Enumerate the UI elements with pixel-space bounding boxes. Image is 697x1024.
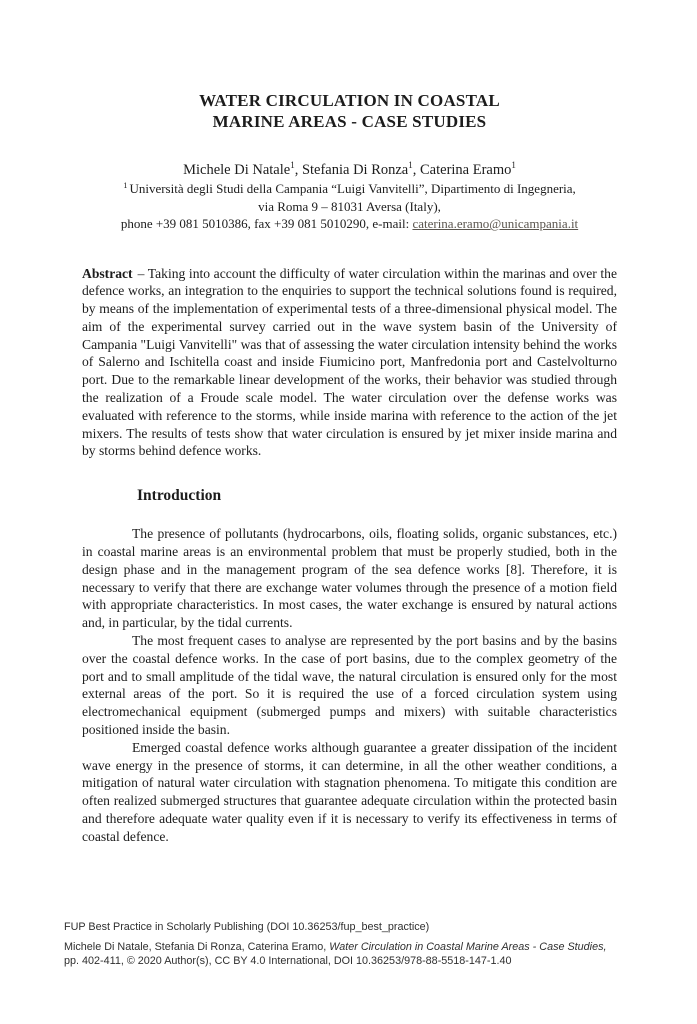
footer-citation-authors: Michele Di Natale, Stefania Di Ronza, Caterina Eramo, xyxy=(64,941,330,953)
author-name: Caterina Eramo xyxy=(420,162,512,178)
author-name: Stefania Di Ronza xyxy=(301,162,409,178)
authors-line xyxy=(82,161,617,180)
title-line-2: MARINE AREAS - CASE STUDIES xyxy=(212,112,487,131)
footer-citation-title: Water Circulation in Coastal Marine Areas - Case Studies, xyxy=(329,941,607,953)
affiliation-line-2: via Roma 9 – 81031 Aversa (Italy), xyxy=(258,198,441,214)
author-superscript: 1 xyxy=(290,160,295,171)
contact-prefix: phone +39 081 5010386, fax +39 081 5010290, e-mail: xyxy=(120,216,413,231)
introduction-heading: Introduction xyxy=(137,487,222,505)
introduction-paragraph-3: Emerged coastal defence works although guarantee a greater dissipation of the incident wave energy in the presence of storms, it can determine, in all the other weather conditions, a mitigation of natural water circulation with stagnation phenomena. To mitigate this condition are often realized submerged structures that guarantee adequate circulation within the protected basin and therefore adequate water quality even if it is necessary to verify its effectiveness in terms of coastal defence. xyxy=(82,739,617,844)
affiliation-superscript: 1 xyxy=(123,179,128,190)
author-superscript: 1 xyxy=(408,160,413,171)
introduction-paragraph-2: The most frequent cases to analyse are represented by the port basins and by the basins over the coastal defence works. In the case of port basins, due to the complex geometry of the port and to small amplitude of the tidal wave, the natural circulation is ensured only for the most external areas of the port. So it is required the use of a forced circulation system using electromechanical equipment (submerged pumps and mixers) with suitable characteristics positioned inside the basin. xyxy=(82,633,617,738)
abstract-paragraph xyxy=(82,265,617,461)
authors-separator: , xyxy=(294,162,302,178)
authors-block xyxy=(82,161,617,233)
authors-separator: , xyxy=(412,162,420,178)
page-footer xyxy=(64,921,676,968)
introduction-paragraph-1: The presence of pollutants (hydrocarbons, oils, floating solids, organic substances, etc.) in coastal marine areas is an environmental problem that must be properly studied, both in the design phase and in the management program of the sea defence works [8]. Therefore, it is necessary to verify that there are exchange water volumes through the presence of a motion field with appropriate characteristics. In most cases, the water exchange is ensured by natural actions and, in particular, by the tidal currents. xyxy=(82,526,617,631)
footer-citation-details: pp. 402-411, © 2020 Author(s), CC BY 4.0 International, DOI 10.36253/978-88-5518-147-1.40 xyxy=(64,955,512,967)
paper-title xyxy=(82,0,617,132)
title-line-1: WATER CIRCULATION IN COASTAL xyxy=(199,91,500,110)
footer-publisher-line: FUP Best Practice in Scholarly Publishing (DOI 10.36253/fup_best_practice) xyxy=(64,921,430,933)
author-name: Michele Di Natale xyxy=(183,162,291,178)
author-superscript: 1 xyxy=(511,160,516,171)
contact-line xyxy=(82,215,617,233)
affiliation-text: Università degli Studi della Campania “Luigi Vanvitelli”, Dipartimento di Ingegneria, xyxy=(129,181,576,196)
email-link[interactable]: caterina.eramo@unicampania.it xyxy=(412,216,579,231)
affiliation-line-1 xyxy=(82,180,617,198)
footer-citation xyxy=(64,940,676,954)
abstract-text: – Taking into account the difficulty of water circulation within the marinas and over the defence works, an integration to the enquiries to support the technical solutions found is required, by means of the implementation of experimental tests of a three-dimensional physical model. The aim of the experimental survey carried out in the wave system basin of the University of Campania "Luigi Vanvitelli" was that of assessing the water circulation intensity behind the works of Salerno and Ischitella coast and inside Fiumicino port, Manfredonia port and Castelvolturno port. Due to the remarkable linear development of the works, their behavior was studied through the realization of a Froude scale model. The water circulation over the defense works was evaluated with reference to the storms, while inside marina with reference to the action of the jet mixers. The results of tests show that water circulation is ensured by jet mixer inside marina and by storms behind defence works. xyxy=(82,265,617,459)
abstract-label: Abstract xyxy=(82,265,133,281)
